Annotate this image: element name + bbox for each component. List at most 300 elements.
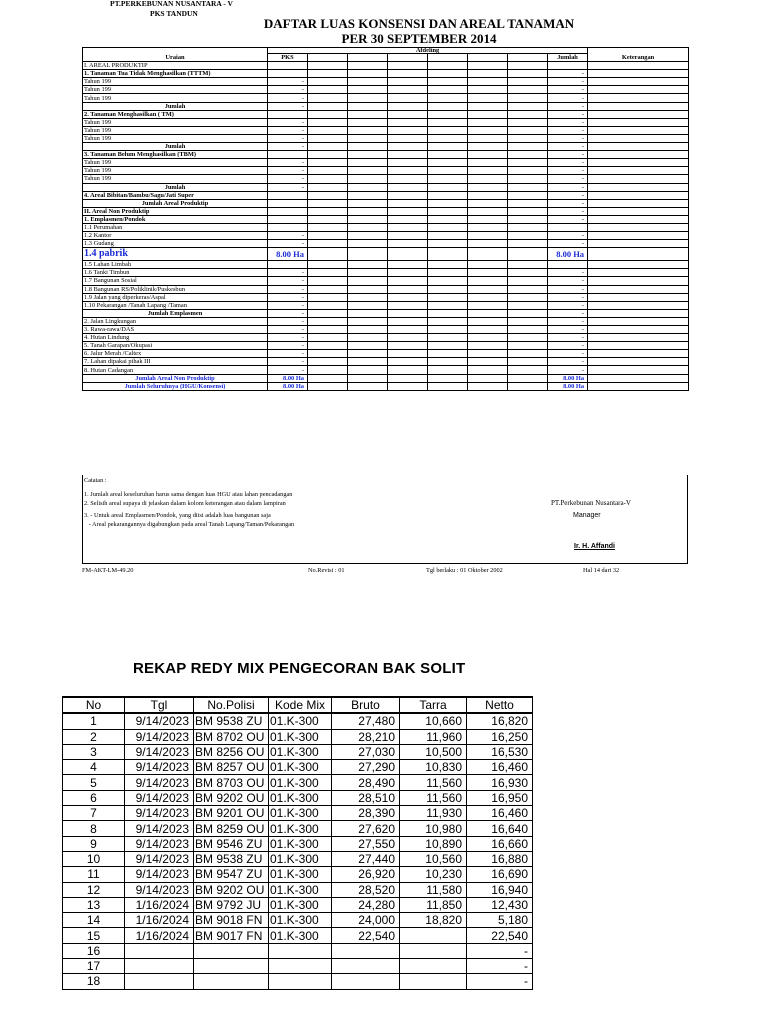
area-row-keterangan (588, 342, 689, 350)
area-row-pks (268, 199, 308, 207)
area-row-afdeling (308, 240, 348, 248)
recap-header-tare: Tarra (400, 697, 467, 713)
area-row-afdeling (388, 134, 428, 142)
recap-tare: 11,560 (400, 790, 467, 805)
area-row-label: Tahun 199 (83, 175, 268, 183)
area-row-label: Jumlah (83, 143, 268, 151)
header-afdeling-col (508, 54, 548, 62)
area-row-jumlah: - (548, 159, 588, 167)
recap-mix-code: 01.K-300 (269, 913, 332, 928)
area-row-afdeling (308, 191, 348, 199)
recap-plate: BM 8703 OU (194, 775, 269, 790)
area-row-afdeling (508, 159, 548, 167)
area-row-afdeling (468, 86, 508, 94)
area-row-afdeling (308, 293, 348, 301)
recap-date: 9/14/2023 (125, 851, 194, 866)
area-row-keterangan (588, 232, 689, 240)
area-row-pks: - (268, 366, 308, 374)
area-row-afdeling (348, 151, 388, 159)
area-row-jumlah: - (548, 334, 588, 342)
recap-no: 15 (63, 928, 125, 943)
recap-row (63, 729, 533, 744)
recap-row (63, 821, 533, 836)
area-row-afdeling (428, 134, 468, 142)
area-row-afdeling (428, 374, 468, 382)
area-row-afdeling (348, 191, 388, 199)
area-row-afdeling (348, 118, 388, 126)
area-row-afdeling (388, 334, 428, 342)
area-row-afdeling (348, 334, 388, 342)
area-row-afdeling (348, 62, 388, 70)
company-name: PT.PERKEBUNAN NUSANTARA - V (110, 0, 233, 8)
area-row-label: 2. Tanaman Menghasilkan ( TM) (83, 110, 268, 118)
area-row-pks (268, 207, 308, 215)
recap-net: 22,540 (467, 928, 533, 943)
area-row-afdeling (468, 94, 508, 102)
recap-gross: 27,030 (332, 744, 400, 759)
recap-header-no: No (63, 697, 125, 713)
area-row-keterangan (588, 102, 689, 110)
area-row-afdeling (468, 151, 508, 159)
area-row-keterangan (588, 167, 689, 175)
area-row-afdeling (388, 301, 428, 309)
area-row-jumlah: - (548, 167, 588, 175)
area-row-afdeling (508, 70, 548, 78)
area-row-afdeling (428, 70, 468, 78)
area-row-afdeling (468, 143, 508, 151)
area-row-keterangan (588, 285, 689, 293)
area-row-jumlah: - (548, 232, 588, 240)
area-row-afdeling (348, 277, 388, 285)
area-row-afdeling (388, 269, 428, 277)
header-uraian: Uraian (83, 48, 268, 62)
area-row-label: 1.7 Bangunan Sosial (83, 277, 268, 285)
header-afdeling-col (308, 54, 348, 62)
area-row-afdeling (428, 301, 468, 309)
area-row (83, 366, 689, 374)
area-row-afdeling (508, 334, 548, 342)
area-row-jumlah: 8.00 Ha (548, 374, 588, 382)
recap-net: 12,430 (467, 897, 533, 912)
area-row-afdeling (348, 366, 388, 374)
area-row-afdeling (428, 94, 468, 102)
recap-row (63, 867, 533, 882)
area-row-afdeling (388, 199, 428, 207)
area-row-afdeling (508, 382, 548, 390)
area-row-afdeling (428, 183, 468, 191)
area-row-afdeling (468, 110, 508, 118)
area-row-afdeling (388, 350, 428, 358)
recap-gross: 27,620 (332, 821, 400, 836)
recap-tare: 10,560 (400, 851, 467, 866)
area-row-afdeling (388, 232, 428, 240)
area-row-label: 8. Hutan Cadangan (83, 366, 268, 374)
area-row-afdeling (308, 326, 348, 334)
area-row-label: Tahun 199 (83, 159, 268, 167)
signer-company: PT.Perkebunan Nusantara-V (551, 499, 631, 507)
area-row (83, 110, 689, 118)
area-row-afdeling (428, 366, 468, 374)
area-row-pks: - (268, 334, 308, 342)
area-row-label: 1.9 Jalan yang diperkeras/Aspal (83, 293, 268, 301)
area-row-afdeling (468, 277, 508, 285)
recap-date: 9/14/2023 (125, 729, 194, 744)
recap-header-plate: No.Polisi (194, 697, 269, 713)
recap-tare (400, 943, 467, 958)
area-row-afdeling (308, 382, 348, 390)
area-row-afdeling (348, 350, 388, 358)
area-row-jumlah: 8.00 Ha (548, 382, 588, 390)
area-row-pks: - (268, 126, 308, 134)
area-row-afdeling (388, 326, 428, 334)
recap-net: 16,930 (467, 775, 533, 790)
document-subtitle (0, 31, 768, 47)
area-row-afdeling (308, 215, 348, 223)
area-row (83, 183, 689, 191)
area-row-pks (268, 223, 308, 231)
recap-net: 16,250 (467, 729, 533, 744)
area-row-afdeling (468, 118, 508, 126)
area-row-jumlah: - (548, 215, 588, 223)
area-row-pks: - (268, 285, 308, 293)
recap-tare: 11,930 (400, 806, 467, 821)
recap-gross: 28,390 (332, 806, 400, 821)
recap-net: 16,940 (467, 882, 533, 897)
area-row-label: Jumlah Seluruhnya (HGU/Konsensi) (83, 382, 268, 390)
area-row-afdeling (348, 183, 388, 191)
recap-date: 9/14/2023 (125, 836, 194, 851)
recap-plate: BM 9018 FN (194, 913, 269, 928)
recap-gross: 24,280 (332, 897, 400, 912)
area-row-pks: - (268, 269, 308, 277)
area-row (83, 167, 689, 175)
recap-tare: 11,960 (400, 729, 467, 744)
recap-gross: 28,210 (332, 729, 400, 744)
recap-net: 16,660 (467, 836, 533, 851)
header-afdeling-col (428, 54, 468, 62)
area-row-afdeling (428, 62, 468, 70)
area-row (83, 382, 689, 390)
area-row-afdeling (428, 118, 468, 126)
recap-tare: 11,560 (400, 775, 467, 790)
recap-date: 9/14/2023 (125, 867, 194, 882)
recap-net: 16,950 (467, 790, 533, 805)
recap-mix-code (269, 943, 332, 958)
area-row-jumlah: - (548, 207, 588, 215)
area-row-afdeling (508, 78, 548, 86)
area-row-keterangan (588, 207, 689, 215)
document-title (0, 16, 768, 32)
area-row-pks: - (268, 358, 308, 366)
area-row-afdeling (348, 269, 388, 277)
area-row-afdeling (388, 223, 428, 231)
recap-gross: 24,000 (332, 913, 400, 928)
area-row-afdeling (388, 358, 428, 366)
header-afdeling-col (468, 54, 508, 62)
area-row-afdeling (428, 143, 468, 151)
area-row-pks: - (268, 317, 308, 325)
recap-tare (400, 974, 467, 989)
area-row-afdeling (348, 382, 388, 390)
area-row-afdeling (428, 382, 468, 390)
recap-date: 9/14/2023 (125, 790, 194, 805)
area-row-jumlah: - (548, 143, 588, 151)
notes-heading: Catatan : (84, 477, 107, 484)
recap-tare (400, 959, 467, 974)
area-row-jumlah: - (548, 366, 588, 374)
area-row-afdeling (428, 223, 468, 231)
area-row-afdeling (308, 269, 348, 277)
recap-tare: 10,500 (400, 744, 467, 759)
area-row (83, 248, 689, 261)
recap-no: 12 (63, 882, 125, 897)
area-row-afdeling (348, 248, 388, 261)
recap-header-date: Tgl (125, 697, 194, 713)
area-row-label: Tahun 199 (83, 118, 268, 126)
recap-no: 14 (63, 913, 125, 928)
recap-date: 1/16/2024 (125, 897, 194, 912)
area-row-afdeling (428, 293, 468, 301)
header-afdeling: Afdeling (268, 48, 588, 54)
area-row (83, 70, 689, 78)
area-row-afdeling (308, 342, 348, 350)
recap-plate: BM 8259 OU (194, 821, 269, 836)
area-row-afdeling (428, 199, 468, 207)
area-row-afdeling (388, 167, 428, 175)
area-row-afdeling (348, 232, 388, 240)
area-row-keterangan (588, 358, 689, 366)
area-row-afdeling (348, 159, 388, 167)
recap-date (125, 959, 194, 974)
area-row-label: 1.8 Bangunan RS/Poliklinik/Puskesbun (83, 285, 268, 293)
area-row-afdeling (388, 207, 428, 215)
header-keterangan: Keterangan (588, 48, 689, 62)
area-row-keterangan (588, 110, 689, 118)
area-row-afdeling (348, 86, 388, 94)
area-row-afdeling (388, 240, 428, 248)
area-row (83, 207, 689, 215)
recap-mix-code: 01.K-300 (269, 928, 332, 943)
area-row-afdeling (508, 293, 548, 301)
area-row-afdeling (308, 159, 348, 167)
recap-gross: 27,550 (332, 836, 400, 851)
area-row-keterangan (588, 143, 689, 151)
area-row-afdeling (308, 62, 348, 70)
area-row-afdeling (388, 118, 428, 126)
area-row-afdeling (508, 240, 548, 248)
area-row-keterangan (588, 215, 689, 223)
area-row-keterangan (588, 350, 689, 358)
area-row-afdeling (308, 301, 348, 309)
area-row-afdeling (508, 374, 548, 382)
area-row-jumlah: - (548, 118, 588, 126)
area-row-label: 1. Emplasmen/Pondok (83, 215, 268, 223)
area-row-afdeling (388, 94, 428, 102)
recap-gross (332, 959, 400, 974)
area-row-afdeling (348, 102, 388, 110)
area-row-afdeling (308, 86, 348, 94)
area-row-afdeling (428, 309, 468, 317)
recap-row (63, 836, 533, 851)
recap-mix-code: 01.K-300 (269, 806, 332, 821)
document-subtitle-text: PER 30 SEPTEMBER 2014 (341, 31, 497, 46)
area-row-label: Jumlah Areal Produktip (83, 199, 268, 207)
area-row-afdeling (348, 175, 388, 183)
area-row-afdeling (508, 317, 548, 325)
recap-row (63, 775, 533, 790)
area-row-keterangan (588, 126, 689, 134)
area-row (83, 134, 689, 142)
area-row (83, 175, 689, 183)
area-row-afdeling (428, 334, 468, 342)
recap-net: 5,180 (467, 913, 533, 928)
area-row (83, 94, 689, 102)
recap-tare: 10,230 (400, 867, 467, 882)
recap-mix-code: 01.K-300 (269, 851, 332, 866)
area-row-afdeling (468, 374, 508, 382)
area-row-afdeling (468, 350, 508, 358)
area-row-afdeling (388, 159, 428, 167)
area-row-afdeling (308, 110, 348, 118)
note-line: 1. Jumlah areal keseluruhan harus sama dengan luas HGU atau lahan pencadangan (84, 491, 293, 498)
area-row-afdeling (468, 207, 508, 215)
effective-date: Tgl berlaku : 01 Oktober 2002 (426, 567, 503, 574)
area-row-keterangan (588, 382, 689, 390)
recap-plate (194, 943, 269, 958)
header-afdeling-col (348, 54, 388, 62)
area-row-afdeling (388, 309, 428, 317)
area-row-label: Tahun 199 (83, 126, 268, 134)
area-row-afdeling (348, 207, 388, 215)
area-row-afdeling (388, 261, 428, 269)
area-row (83, 350, 689, 358)
recap-net: 16,640 (467, 821, 533, 836)
recap-mix-code (269, 974, 332, 989)
area-row-afdeling (428, 232, 468, 240)
area-row-afdeling (508, 167, 548, 175)
area-row-label: 1.2 Kantor (83, 232, 268, 240)
recap-row (63, 760, 533, 775)
area-row-keterangan (588, 86, 689, 94)
note-line: - Areal pekarangannya digabungkan pada areal Tanah Lapang/Taman/Pekarangan (84, 521, 295, 528)
area-row-pks (268, 215, 308, 223)
area-row-afdeling (308, 175, 348, 183)
recap-row (63, 897, 533, 912)
area-row-afdeling (308, 78, 348, 86)
signer-role: Manager (573, 512, 601, 519)
area-row-label: 3. Tanaman Belum Menghasilkan (TBM) (83, 151, 268, 159)
recap-date: 1/16/2024 (125, 913, 194, 928)
area-row-afdeling (508, 309, 548, 317)
recap-row (63, 713, 533, 729)
recap-no: 16 (63, 943, 125, 958)
area-row (83, 269, 689, 277)
area-row-afdeling (428, 110, 468, 118)
recap-net: 16,880 (467, 851, 533, 866)
area-row (83, 143, 689, 151)
area-row-afdeling (428, 78, 468, 86)
area-row-label: 1.1 Perumahan (83, 223, 268, 231)
area-row-afdeling (348, 70, 388, 78)
area-row-jumlah: - (548, 102, 588, 110)
recap-row (63, 959, 533, 974)
recap-tare: 11,580 (400, 882, 467, 897)
area-row-label: Tahun 199 (83, 86, 268, 94)
recap-no: 3 (63, 744, 125, 759)
area-row-afdeling (388, 110, 428, 118)
area-row-keterangan (588, 62, 689, 70)
signer-name: Ir. H. Affandi (574, 543, 615, 550)
recap-date: 9/14/2023 (125, 760, 194, 775)
area-row-afdeling (508, 199, 548, 207)
recap-header-gross: Bruto (332, 697, 400, 713)
recap-gross: 27,440 (332, 851, 400, 866)
recap-date: 9/14/2023 (125, 713, 194, 729)
area-row-afdeling (308, 358, 348, 366)
area-row-afdeling (468, 342, 508, 350)
recap-date: 9/14/2023 (125, 744, 194, 759)
area-row-afdeling (308, 374, 348, 382)
area-row-label: 1. Tanaman Tua Tidak Menghasilkan (TTTM) (83, 70, 268, 78)
area-row-pks: - (268, 143, 308, 151)
recap-mix-code: 01.K-300 (269, 821, 332, 836)
area-row-pks: - (268, 293, 308, 301)
area-row-afdeling (308, 277, 348, 285)
area-row-afdeling (508, 248, 548, 261)
area-row (83, 232, 689, 240)
recap-tare (400, 928, 467, 943)
area-row-afdeling (388, 366, 428, 374)
area-row (83, 223, 689, 231)
area-row-keterangan (588, 317, 689, 325)
area-row-afdeling (348, 110, 388, 118)
area-row-jumlah: - (548, 326, 588, 334)
area-row-keterangan (588, 223, 689, 231)
area-row-afdeling (388, 151, 428, 159)
area-row-pks (268, 151, 308, 159)
area-row-afdeling (508, 277, 548, 285)
area-row-afdeling (428, 126, 468, 134)
area-row-jumlah: - (548, 175, 588, 183)
area-row-afdeling (468, 175, 508, 183)
area-row-afdeling (388, 70, 428, 78)
area-row-jumlah: - (548, 78, 588, 86)
recap-net: - (467, 943, 533, 958)
recap-net: 16,460 (467, 806, 533, 821)
area-row-afdeling (468, 167, 508, 175)
area-row-afdeling (308, 134, 348, 142)
form-code: FM-AKT-LM-49.20 (82, 567, 134, 574)
area-row-label: Jumlah Areal Non Produktip (83, 374, 268, 382)
area-row-afdeling (308, 94, 348, 102)
area-row (83, 358, 689, 366)
area-row-pks: 8.00 Ha (268, 374, 308, 382)
recap-title: REKAP REDY MIX PENGECORAN BAK SOLIT (133, 660, 466, 677)
area-row-afdeling (308, 118, 348, 126)
area-row-jumlah: - (548, 269, 588, 277)
area-row-pks: 8.00 Ha (268, 248, 308, 261)
area-row-afdeling (508, 102, 548, 110)
recap-tare: 10,830 (400, 760, 467, 775)
area-row-pks: - (268, 118, 308, 126)
area-row-afdeling (388, 342, 428, 350)
recap-plate: BM 9546 ZU (194, 836, 269, 851)
area-row-keterangan (588, 159, 689, 167)
recap-plate: BM 9201 OU (194, 806, 269, 821)
recap-tare: 11,850 (400, 897, 467, 912)
area-row-afdeling (348, 309, 388, 317)
recap-tare: 10,890 (400, 836, 467, 851)
